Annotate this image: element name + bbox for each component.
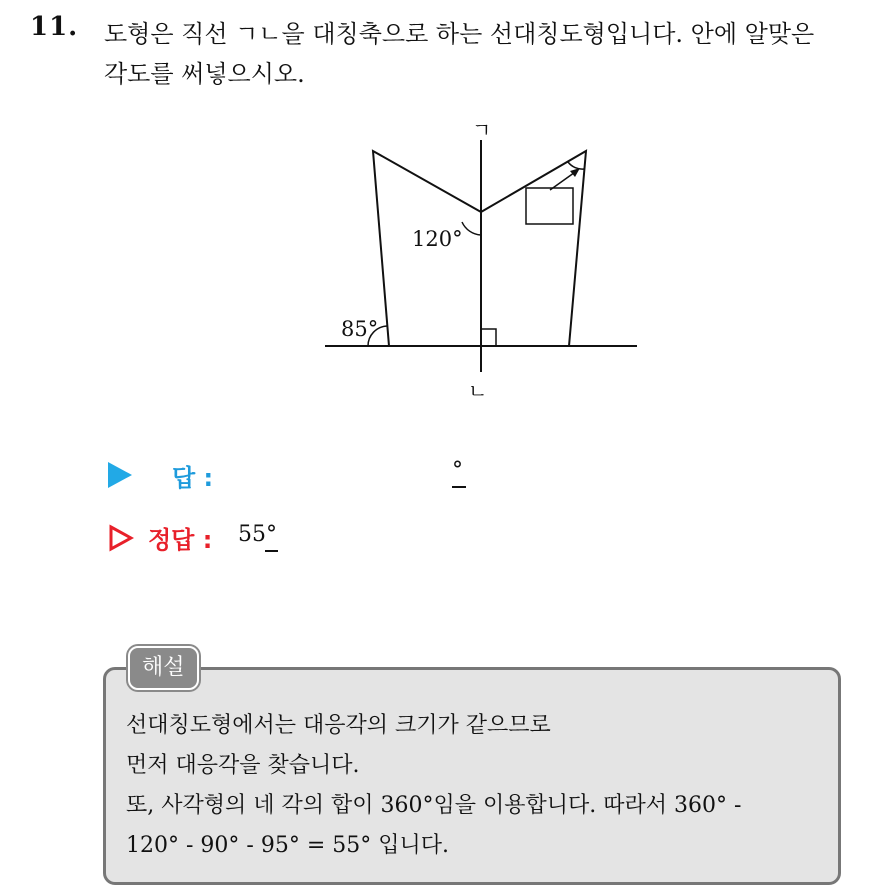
angle-arc-120 [462,222,481,235]
right-angle-mark [481,329,496,346]
correct-answer-value: 55° [238,522,277,547]
explanation-tag: 해설 [128,646,199,690]
explanation-text [126,706,836,866]
pointer-arrowhead [570,168,580,177]
question-number: 11. [30,12,79,42]
explanation-line: 120° - 90° - 95° = 55° 입니다. [126,833,449,858]
question-text-line1: 도형은 직선 ㄱㄴ을 대칭축으로 하는 선대칭도형입니다. 안에 알맞은 [104,20,815,48]
angle-arc-target [568,162,584,169]
explanation-line: 또, 사각형의 네 각의 합이 360°임을 이용합니다. 따라서 360° - [126,793,742,818]
explanation-line: 먼저 대응각을 찾습니다. [126,753,360,778]
axis-top-label: ㄱ [472,120,492,142]
answer-underline [452,486,466,488]
question-text [104,14,874,94]
angle-label-120: 120° [412,227,463,251]
answer-row [108,458,508,494]
correct-answer-underline [265,550,278,552]
right-shape-outline [481,151,586,346]
correct-answer-row [108,520,508,556]
symmetric-figure-diagram [300,120,640,405]
explanation-line: 선대칭도형에서는 대응각의 크기가 같으므로 [126,713,551,738]
play-outline-icon [108,524,134,552]
answer-degree-mark: ° [452,458,463,483]
answer-label: 답 : [172,464,214,492]
answer-blank-box [526,188,573,224]
correct-answer-label: 정답 : [148,526,213,554]
angle-label-85: 85° [341,317,379,341]
question-text-line2: 각도를 써넣으시오. [104,60,305,88]
play-arrow-icon [108,462,132,488]
axis-bottom-label: ㄴ [468,379,488,403]
